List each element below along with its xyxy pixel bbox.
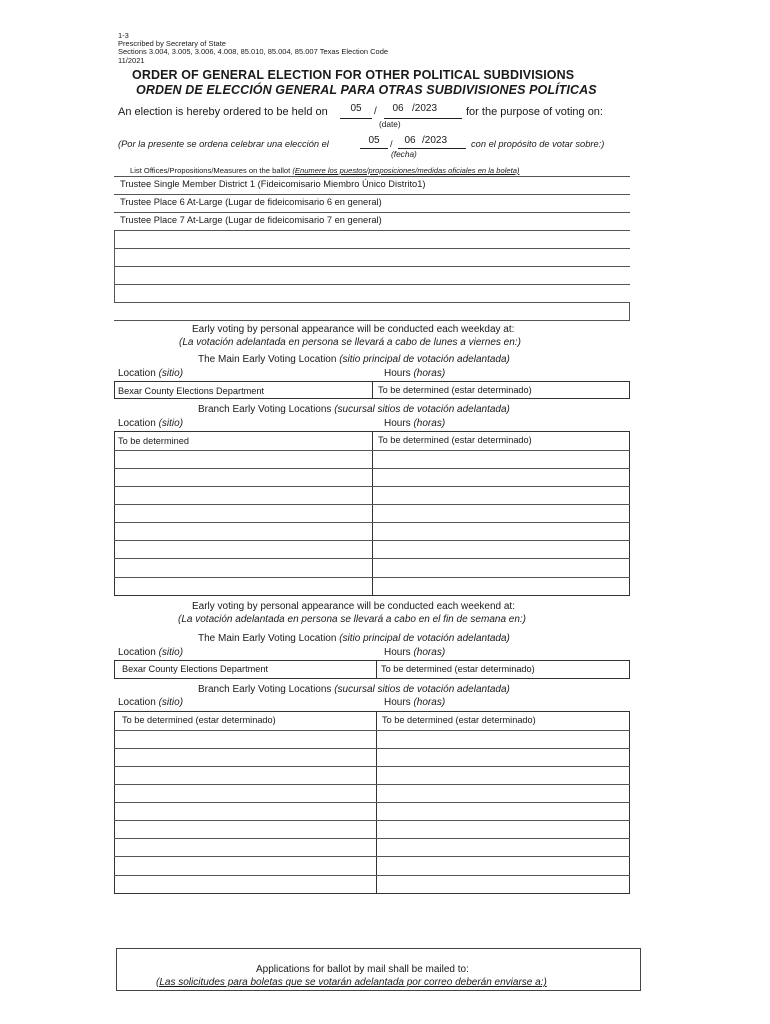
order-spanish-suffix: con el propósito de votar sobre:) <box>471 139 605 149</box>
office-row-rule <box>114 284 630 285</box>
weekend-main-hours: To be determined (estar determinado) <box>381 664 535 674</box>
order-spanish-prefix: (Por la presente se ordena celebrar una elección el <box>118 139 329 149</box>
dia-value: 06 <box>404 135 416 146</box>
month-field[interactable] <box>340 118 372 119</box>
table-row-rule <box>114 522 630 523</box>
offices-right-border <box>629 302 630 320</box>
year-value: /2023 <box>412 103 438 114</box>
office-row-rule <box>114 266 630 267</box>
office-row-rule <box>114 248 630 249</box>
weekend-main-divider <box>376 660 377 679</box>
mail-heading: Applications for ballot by mail shall be mailed to: <box>256 964 469 975</box>
table-row-rule <box>114 540 630 541</box>
fecha-slash: / <box>390 139 393 149</box>
weekday-location-label: Location (sitio) <box>118 368 184 379</box>
ano-value: /2023 <box>422 135 448 146</box>
table-row-rule <box>114 577 630 578</box>
weekend-main-location: Bexar County Elections Department <box>122 664 269 674</box>
sections-citation: Sections 3.004, 3.005, 3.006, 4.008, 85.010, 85.004, 85.007 Texas Election Code <box>118 47 389 56</box>
weekday-main-location: Bexar County Elections Department <box>118 386 265 396</box>
weekday-heading: Early voting by personal appearance will be conducted each weekday at: <box>192 324 515 335</box>
day-value: 06 <box>392 103 404 114</box>
prescribed-by: Prescribed by Secretary of State <box>118 39 226 48</box>
offices-top-rule <box>114 176 630 177</box>
mail-heading-spanish: (Las solicitudes para boletas que se votarán adelantada por correo deberán enviarse a:) <box>156 977 547 988</box>
weekday-branch-divider <box>372 431 373 596</box>
order-english-prefix: An election is hereby ordered to be held on <box>118 106 328 118</box>
weekday-branch-hours: To be determined (estar determinado) <box>378 435 532 445</box>
weekend-location-label: Location (sitio) <box>118 647 184 658</box>
weekday-heading-spanish: (La votación adelantada en persona se llevará a cabo de lunes a viernes en:) <box>179 337 521 348</box>
date-label: (date) <box>379 119 401 129</box>
table-row-rule <box>114 838 630 839</box>
order-english-suffix: for the purpose of voting on: <box>466 106 603 118</box>
office-row-rule <box>114 302 630 303</box>
table-row-rule <box>114 558 630 559</box>
weekend-heading: Early voting by personal appearance will be conducted each weekend at: <box>192 601 515 612</box>
mes-value: 05 <box>368 135 380 146</box>
ano-field[interactable] <box>422 148 466 149</box>
weekend-branch-location-label: Location (sitio) <box>118 697 184 708</box>
month-value: 05 <box>350 103 362 114</box>
table-row-rule <box>114 450 630 451</box>
revision-date: 11/2021 <box>118 56 145 65</box>
table-row-rule <box>114 856 630 857</box>
table-row-rule <box>114 468 630 469</box>
table-row-rule <box>114 748 630 749</box>
date-slash: / <box>374 106 377 117</box>
weekday-hours-label: Hours (horas) <box>384 368 446 379</box>
table-row-rule <box>114 766 630 767</box>
weekday-branch-location: To be determined <box>118 436 189 446</box>
weekday-branch-heading: Branch Early Voting Locations (sucursal sitios de votación adelantada) <box>198 404 510 415</box>
mes-field[interactable] <box>360 148 388 149</box>
weekday-main-heading: The Main Early Voting Location (sitio principal de votación adelantada) <box>198 354 510 365</box>
offices-left-border <box>114 230 115 302</box>
weekend-heading-spanish: (La votación adelantada en persona se llevará a cabo en el fin de semana en:) <box>178 614 527 625</box>
table-row-rule <box>114 784 630 785</box>
weekday-branch-hours-label: Hours (horas) <box>384 418 446 429</box>
fecha-label: (fecha) <box>391 149 417 159</box>
table-row-rule <box>114 820 630 821</box>
weekend-branch-heading: Branch Early Voting Locations (sucursal sitios de votación adelantada) <box>198 684 510 695</box>
title-spanish: ORDEN DE ELECCIÓN GENERAL PARA OTRAS SUBDIVISIONES POLÍTICAS <box>136 83 597 97</box>
office-item: Trustee Place 6 At-Large (Lugar de fideicomisario 6 en general) <box>120 197 382 207</box>
office-row-rule <box>114 194 630 195</box>
weekday-main-hours: To be determined (estar determinado) <box>378 385 532 395</box>
weekend-branch-location: To be determined (estar determinado) <box>122 715 276 725</box>
table-row-rule <box>114 730 630 731</box>
year-field[interactable] <box>412 118 462 119</box>
weekend-main-heading: The Main Early Voting Location (sitio principal de votación adelantada) <box>198 633 510 644</box>
table-row-rule <box>114 486 630 487</box>
office-item: Trustee Place 7 At-Large (Lugar de fideicomisario 7 en general) <box>120 215 382 225</box>
offices-bottom-rule <box>114 320 630 321</box>
table-row-rule <box>114 504 630 505</box>
offices-instruction: List Offices/Propositions/Measures on the ballot (Enumere los puestos/proposiciones/medidas oficiales en la boleta) <box>130 166 520 175</box>
table-row-rule <box>114 875 630 876</box>
weekend-hours-label: Hours (horas) <box>384 647 446 658</box>
weekday-branch-location-label: Location (sitio) <box>118 418 184 429</box>
office-row-rule <box>114 212 630 213</box>
office-row-rule <box>114 230 630 231</box>
office-item: Trustee Single Member District 1 (Fideicomisario Miembro Único Distrito1) <box>120 179 426 189</box>
weekend-branch-hours: To be determined (estar determinado) <box>382 715 536 725</box>
table-row-rule <box>114 802 630 803</box>
weekend-branch-hours-label: Hours (horas) <box>384 697 446 708</box>
form-number: 1-3 <box>118 31 129 40</box>
title-english: ORDER OF GENERAL ELECTION FOR OTHER POLITICAL SUBDIVISIONS <box>132 68 575 82</box>
weekday-main-divider <box>372 381 373 399</box>
